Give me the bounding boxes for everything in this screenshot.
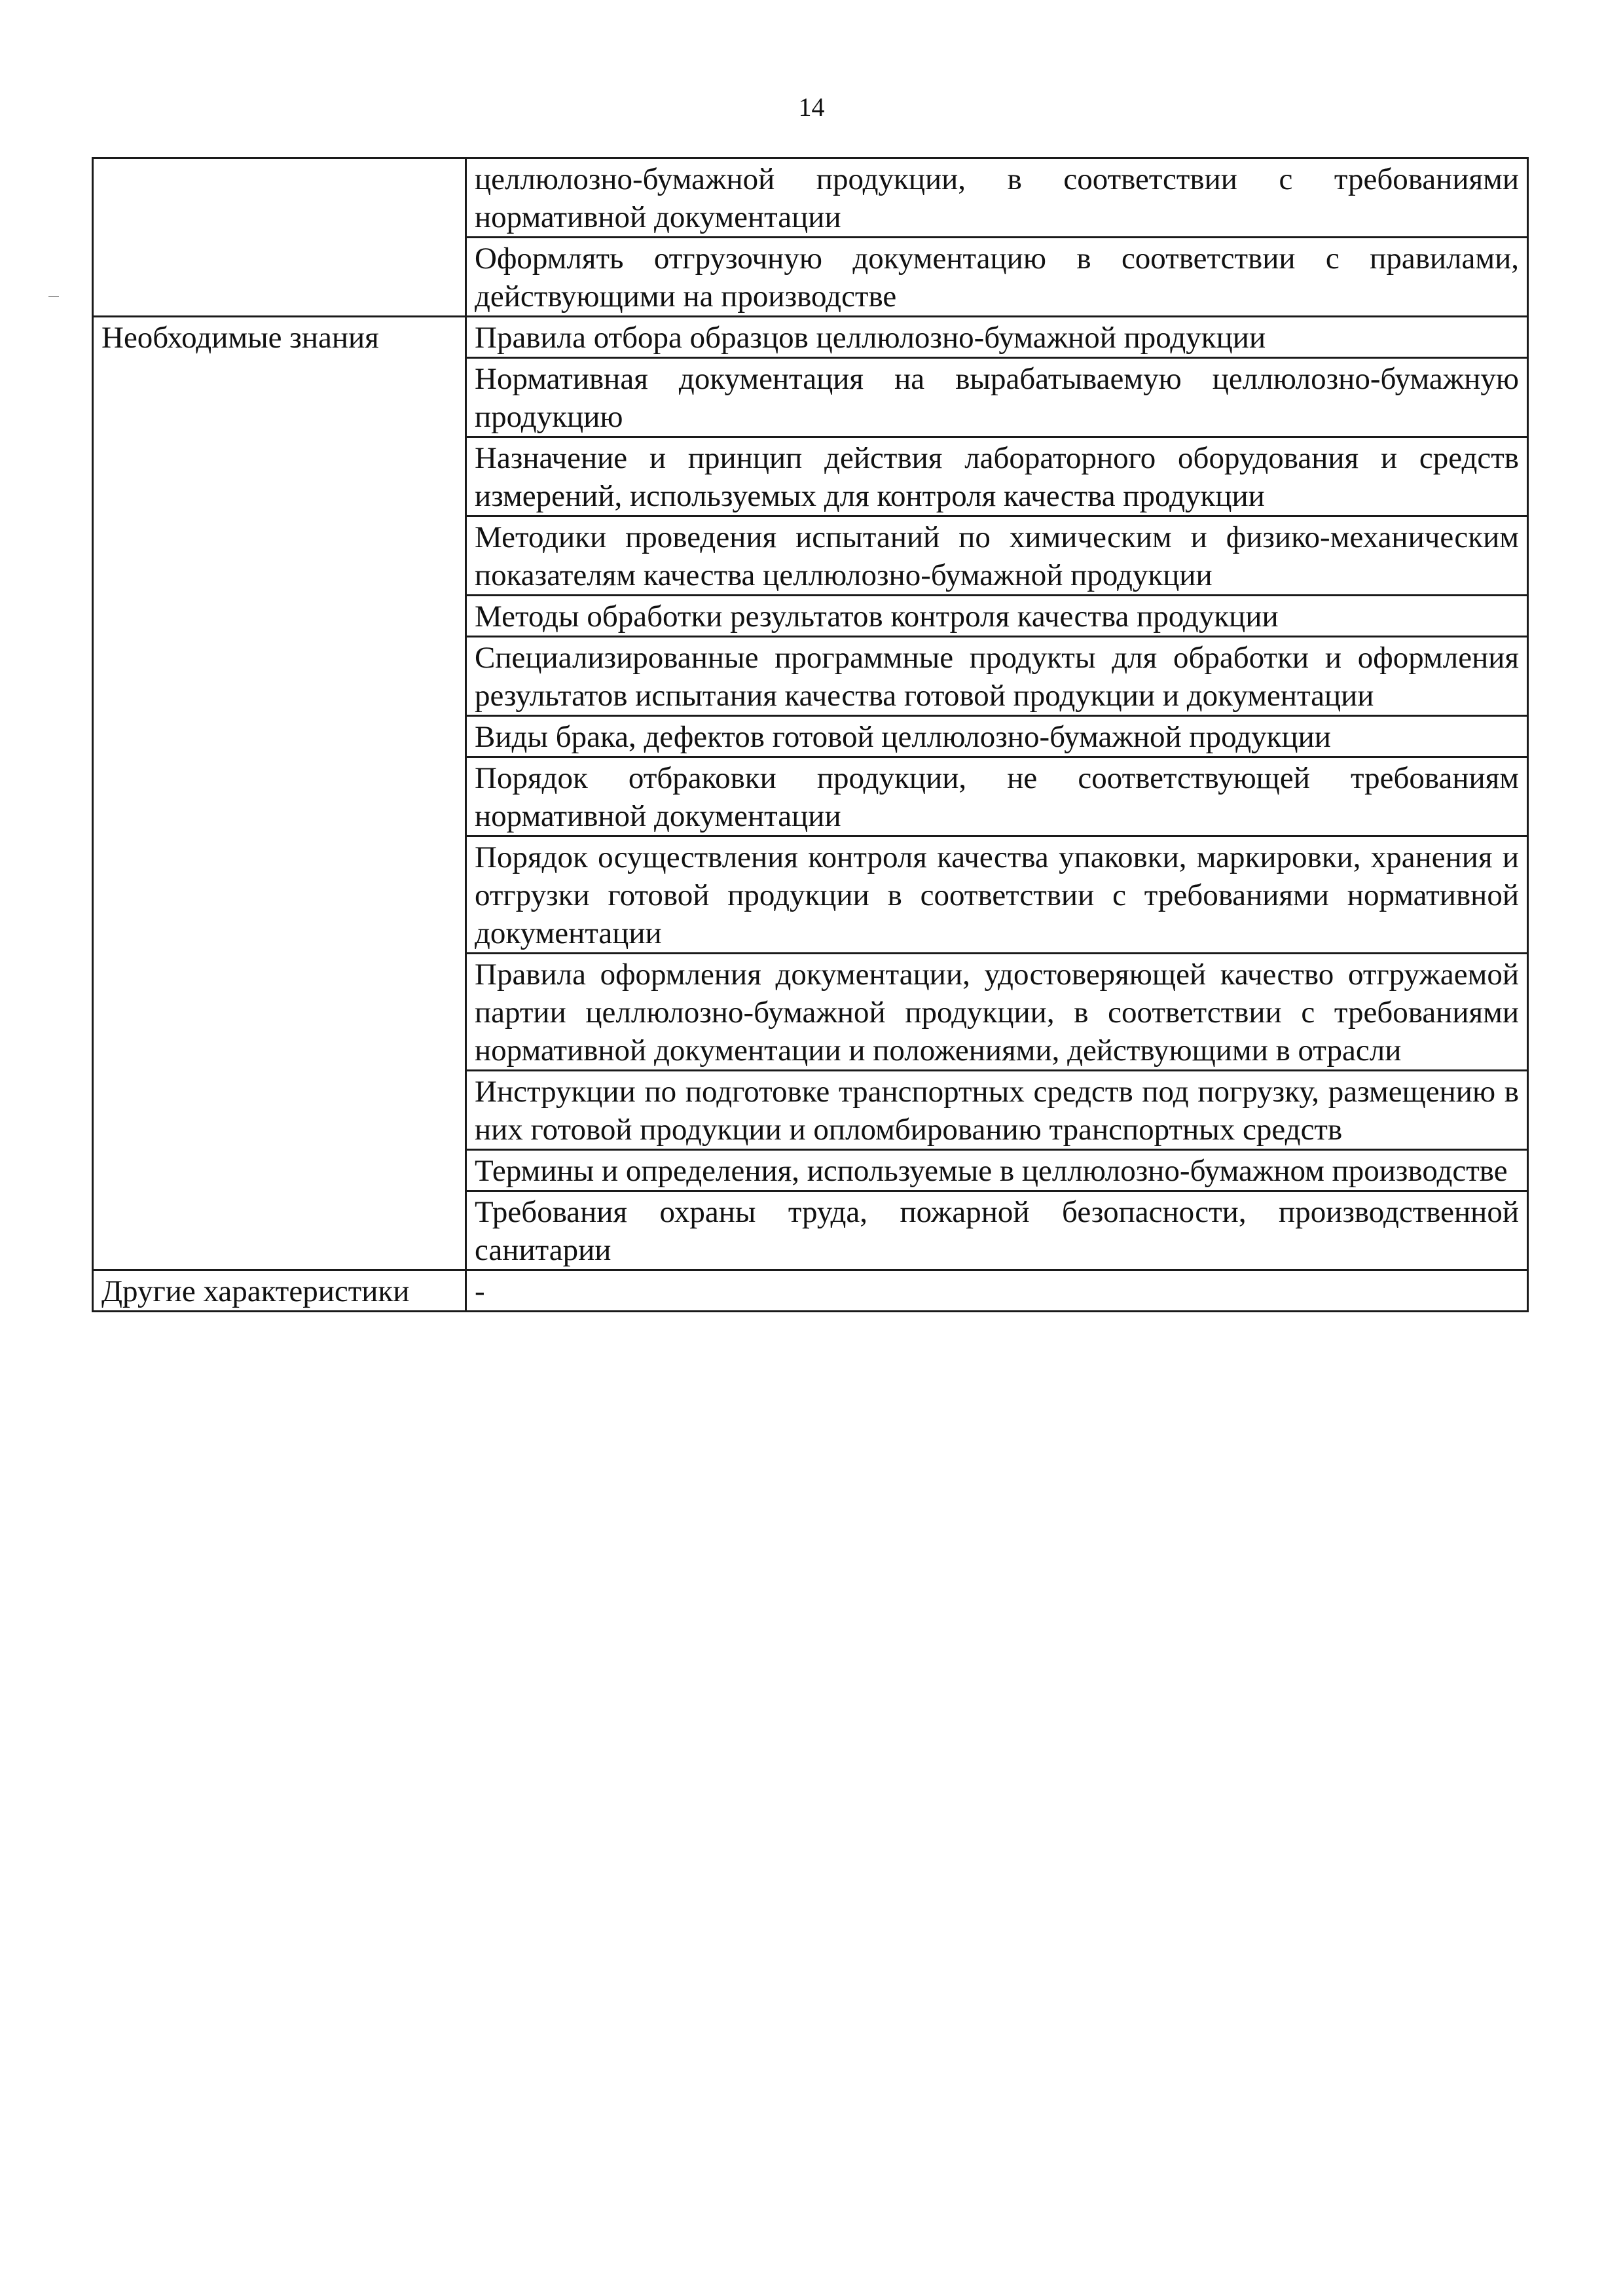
row-text: Требования охраны труда, пожарной безопасности, производственной санитарии [466, 1191, 1528, 1270]
row-text: Оформлять отгрузочную документацию в соответствии с правилами, действующими на производстве [466, 238, 1528, 317]
row-text: Методики проведения испытаний по химическим и физико-механическим показателям качества целлюлозно-бумажной продукции [466, 516, 1528, 596]
row-label [93, 158, 466, 317]
row-label-other-characteristics: Другие характеристики [93, 1270, 466, 1312]
row-text: Виды брака, дефектов готовой целлюлозно-бумажной продукции [466, 716, 1528, 757]
page-number: 14 [798, 92, 825, 122]
row-text: Порядок осуществления контроля качества упаковки, маркировки, хранения и отгрузки готовой продукции в соответствии с требованиями нормативной документации [466, 836, 1528, 954]
row-text: Назначение и принцип действия лабораторного оборудования и средств измерений, используемых для контроля качества продукции [466, 437, 1528, 516]
row-text: Правила отбора образцов целлюлозно-бумажной продукции [466, 317, 1528, 358]
row-text: Нормативная документация на вырабатываемую целлюлозно-бумажную продукцию [466, 358, 1528, 437]
table-row [93, 317, 1528, 358]
row-label-necessary-knowledge: Необходимые знания [93, 317, 466, 1270]
row-text: - [466, 1270, 1528, 1312]
requirements-table [92, 157, 1529, 1312]
row-text: целлюлозно-бумажной продукции, в соответствии с требованиями нормативной документации [466, 158, 1528, 238]
row-text: Порядок отбраковки продукции, не соответствующей требованиям нормативной документации [466, 757, 1528, 836]
row-text: Методы обработки результатов контроля качества продукции [466, 596, 1528, 637]
row-text: Правила оформления документации, удостоверяющей качество отгружаемой партии целлюлозно-бумажной продукции, в соответствии с требованиями нормативной документации и положениями, действующими в отрасли [466, 954, 1528, 1071]
row-text: Термины и определения, используемые в целлюлозно-бумажном производстве [466, 1150, 1528, 1191]
table-row [93, 158, 1528, 238]
scan-mark [48, 296, 59, 297]
row-text: Специализированные программные продукты для обработки и оформления результатов испытания качества готовой продукции и документации [466, 637, 1528, 716]
row-text: Инструкции по подготовке транспортных средств под погрузку, размещению в них готовой продукции и опломбированию транспортных средств [466, 1071, 1528, 1150]
table-row [93, 1270, 1528, 1312]
